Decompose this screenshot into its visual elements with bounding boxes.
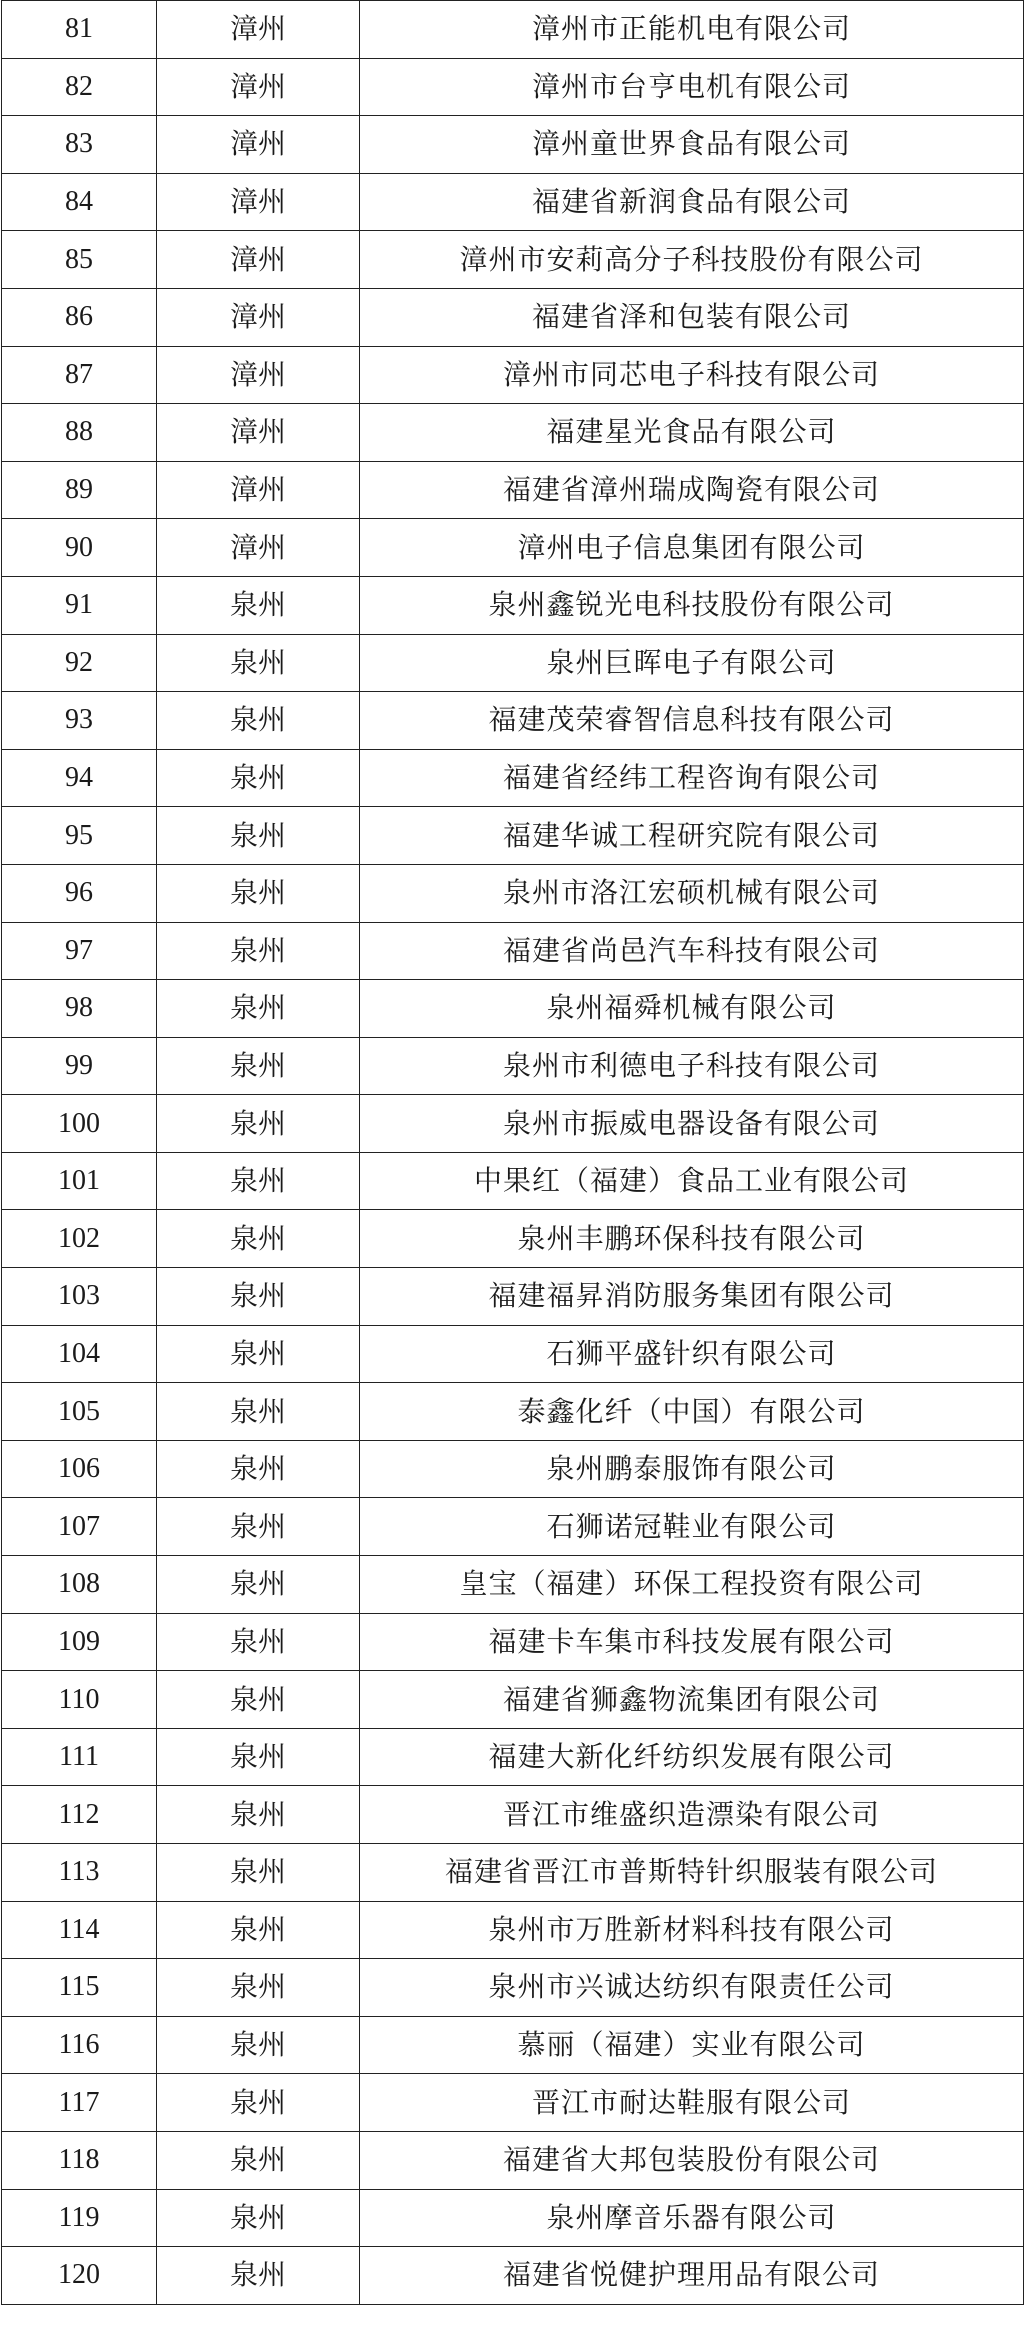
row-company-name: 泰鑫化纤（中国）有限公司 <box>360 1383 1024 1441</box>
row-company-name: 晋江市维盛织造漂染有限公司 <box>360 1786 1024 1844</box>
row-city: 泉州 <box>157 2189 360 2247</box>
row-company-name: 福建省尚邑汽车科技有限公司 <box>360 922 1024 980</box>
row-city: 漳州 <box>157 288 360 346</box>
row-city: 泉州 <box>157 1498 360 1556</box>
table-row <box>2 1556 1024 1614</box>
company-list-table <box>1 0 1024 2305</box>
row-number: 82 <box>2 58 157 116</box>
row-number: 114 <box>2 1901 157 1959</box>
row-city: 漳州 <box>157 173 360 231</box>
row-number: 95 <box>2 807 157 865</box>
row-company-name: 泉州市利德电子科技有限公司 <box>360 1037 1024 1095</box>
row-city: 泉州 <box>157 1728 360 1786</box>
row-number: 109 <box>2 1613 157 1671</box>
row-company-name: 漳州市同芯电子科技有限公司 <box>360 346 1024 404</box>
row-number: 93 <box>2 692 157 750</box>
table-row <box>2 2131 1024 2189</box>
row-number: 81 <box>2 1 157 59</box>
row-number: 107 <box>2 1498 157 1556</box>
row-number: 113 <box>2 1844 157 1902</box>
row-city: 泉州 <box>157 634 360 692</box>
row-city: 泉州 <box>157 1210 360 1268</box>
row-number: 83 <box>2 116 157 174</box>
table-row <box>2 1268 1024 1326</box>
row-company-name: 泉州鑫锐光电科技股份有限公司 <box>360 576 1024 634</box>
row-number: 92 <box>2 634 157 692</box>
row-number: 116 <box>2 2016 157 2074</box>
row-company-name: 福建省泽和包装有限公司 <box>360 288 1024 346</box>
row-number: 85 <box>2 231 157 289</box>
table-row <box>2 288 1024 346</box>
table-row <box>2 1440 1024 1498</box>
table-row <box>2 1671 1024 1729</box>
row-city: 漳州 <box>157 346 360 404</box>
row-company-name: 漳州电子信息集团有限公司 <box>360 519 1024 577</box>
row-city: 泉州 <box>157 2247 360 2305</box>
row-number: 120 <box>2 2247 157 2305</box>
row-city: 泉州 <box>157 2016 360 2074</box>
row-city: 泉州 <box>157 1383 360 1441</box>
row-company-name: 福建省晋江市普斯特针织服装有限公司 <box>360 1844 1024 1902</box>
table-row <box>2 1901 1024 1959</box>
row-number: 105 <box>2 1383 157 1441</box>
row-company-name: 皇宝（福建）环保工程投资有限公司 <box>360 1556 1024 1614</box>
table-row <box>2 231 1024 289</box>
row-city: 泉州 <box>157 692 360 750</box>
row-company-name: 福建省漳州瑞成陶瓷有限公司 <box>360 461 1024 519</box>
row-company-name: 中果红（福建）食品工业有限公司 <box>360 1152 1024 1210</box>
row-number: 106 <box>2 1440 157 1498</box>
row-number: 108 <box>2 1556 157 1614</box>
row-city: 泉州 <box>157 922 360 980</box>
table-row <box>2 1210 1024 1268</box>
row-number: 99 <box>2 1037 157 1095</box>
table-row <box>2 692 1024 750</box>
row-company-name: 福建省经纬工程咨询有限公司 <box>360 749 1024 807</box>
row-company-name: 泉州巨晖电子有限公司 <box>360 634 1024 692</box>
row-number: 96 <box>2 864 157 922</box>
row-city: 泉州 <box>157 1556 360 1614</box>
table-row <box>2 1786 1024 1844</box>
row-company-name: 泉州鹏泰服饰有限公司 <box>360 1440 1024 1498</box>
row-company-name: 晋江市耐达鞋服有限公司 <box>360 2074 1024 2132</box>
row-city: 漳州 <box>157 58 360 116</box>
table-row <box>2 173 1024 231</box>
row-number: 117 <box>2 2074 157 2132</box>
row-city: 泉州 <box>157 1786 360 1844</box>
row-company-name: 泉州摩音乐器有限公司 <box>360 2189 1024 2247</box>
table-row <box>2 1325 1024 1383</box>
row-company-name: 福建卡车集市科技发展有限公司 <box>360 1613 1024 1671</box>
row-number: 101 <box>2 1152 157 1210</box>
row-company-name: 泉州市兴诚达纺织有限责任公司 <box>360 1959 1024 2017</box>
row-city: 泉州 <box>157 1152 360 1210</box>
row-number: 115 <box>2 1959 157 2017</box>
row-city: 泉州 <box>157 1844 360 1902</box>
table-row <box>2 1152 1024 1210</box>
row-number: 86 <box>2 288 157 346</box>
row-city: 漳州 <box>157 116 360 174</box>
row-company-name: 石狮平盛针织有限公司 <box>360 1325 1024 1383</box>
row-number: 90 <box>2 519 157 577</box>
row-city: 泉州 <box>157 1440 360 1498</box>
table-row <box>2 576 1024 634</box>
table-row <box>2 1498 1024 1556</box>
row-city: 漳州 <box>157 231 360 289</box>
row-company-name: 福建省新润食品有限公司 <box>360 173 1024 231</box>
row-city: 漳州 <box>157 519 360 577</box>
row-city: 泉州 <box>157 1671 360 1729</box>
table-row <box>2 980 1024 1038</box>
row-company-name: 慕丽（福建）实业有限公司 <box>360 2016 1024 2074</box>
table-row <box>2 1383 1024 1441</box>
row-city: 泉州 <box>157 1037 360 1095</box>
row-city: 泉州 <box>157 807 360 865</box>
row-company-name: 泉州市振威电器设备有限公司 <box>360 1095 1024 1153</box>
row-number: 103 <box>2 1268 157 1326</box>
table-row <box>2 2189 1024 2247</box>
table-row <box>2 1 1024 59</box>
table-row <box>2 634 1024 692</box>
row-city: 泉州 <box>157 1901 360 1959</box>
table-row <box>2 58 1024 116</box>
row-company-name: 漳州市安莉高分子科技股份有限公司 <box>360 231 1024 289</box>
table-row <box>2 1613 1024 1671</box>
table-row <box>2 2074 1024 2132</box>
table-row <box>2 461 1024 519</box>
table-row <box>2 2016 1024 2074</box>
row-company-name: 泉州市万胜新材料科技有限公司 <box>360 1901 1024 1959</box>
row-company-name: 福建省悦健护理用品有限公司 <box>360 2247 1024 2305</box>
row-company-name: 福建茂荣睿智信息科技有限公司 <box>360 692 1024 750</box>
table-row <box>2 807 1024 865</box>
table-row <box>2 519 1024 577</box>
row-company-name: 石狮诺冠鞋业有限公司 <box>360 1498 1024 1556</box>
row-number: 97 <box>2 922 157 980</box>
row-city: 泉州 <box>157 864 360 922</box>
table-row <box>2 864 1024 922</box>
table-row <box>2 922 1024 980</box>
row-number: 102 <box>2 1210 157 1268</box>
table-row <box>2 1959 1024 2017</box>
row-company-name: 漳州市台亨电机有限公司 <box>360 58 1024 116</box>
table-row <box>2 116 1024 174</box>
row-number: 110 <box>2 1671 157 1729</box>
row-company-name: 泉州丰鹏环保科技有限公司 <box>360 1210 1024 1268</box>
row-company-name: 福建省狮鑫物流集团有限公司 <box>360 1671 1024 1729</box>
row-number: 84 <box>2 173 157 231</box>
row-company-name: 福建星光食品有限公司 <box>360 404 1024 462</box>
row-company-name: 福建省大邦包装股份有限公司 <box>360 2131 1024 2189</box>
row-city: 泉州 <box>157 1959 360 2017</box>
row-city: 泉州 <box>157 980 360 1038</box>
row-company-name: 泉州福舜机械有限公司 <box>360 980 1024 1038</box>
table-row <box>2 346 1024 404</box>
table-body <box>2 1 1024 2305</box>
row-number: 94 <box>2 749 157 807</box>
row-number: 118 <box>2 2131 157 2189</box>
row-company-name: 漳州童世界食品有限公司 <box>360 116 1024 174</box>
row-number: 98 <box>2 980 157 1038</box>
table-row <box>2 2247 1024 2305</box>
row-city: 泉州 <box>157 1268 360 1326</box>
row-number: 89 <box>2 461 157 519</box>
row-company-name: 福建福昇消防服务集团有限公司 <box>360 1268 1024 1326</box>
row-city: 漳州 <box>157 404 360 462</box>
row-city: 泉州 <box>157 576 360 634</box>
row-number: 104 <box>2 1325 157 1383</box>
row-number: 91 <box>2 576 157 634</box>
row-company-name: 漳州市正能机电有限公司 <box>360 1 1024 59</box>
row-city: 漳州 <box>157 461 360 519</box>
row-number: 111 <box>2 1728 157 1786</box>
row-number: 88 <box>2 404 157 462</box>
row-company-name: 福建大新化纤纺织发展有限公司 <box>360 1728 1024 1786</box>
table-row <box>2 1728 1024 1786</box>
row-city: 泉州 <box>157 1613 360 1671</box>
row-city: 漳州 <box>157 1 360 59</box>
row-city: 泉州 <box>157 749 360 807</box>
row-number: 119 <box>2 2189 157 2247</box>
table-row <box>2 1037 1024 1095</box>
row-number: 100 <box>2 1095 157 1153</box>
row-company-name: 福建华诚工程研究院有限公司 <box>360 807 1024 865</box>
row-city: 泉州 <box>157 1325 360 1383</box>
row-city: 泉州 <box>157 2131 360 2189</box>
table-row <box>2 1095 1024 1153</box>
row-number: 112 <box>2 1786 157 1844</box>
row-city: 泉州 <box>157 1095 360 1153</box>
row-number: 87 <box>2 346 157 404</box>
row-company-name: 泉州市洛江宏硕机械有限公司 <box>360 864 1024 922</box>
row-city: 泉州 <box>157 2074 360 2132</box>
table-row <box>2 1844 1024 1902</box>
table-row <box>2 749 1024 807</box>
table-row <box>2 404 1024 462</box>
